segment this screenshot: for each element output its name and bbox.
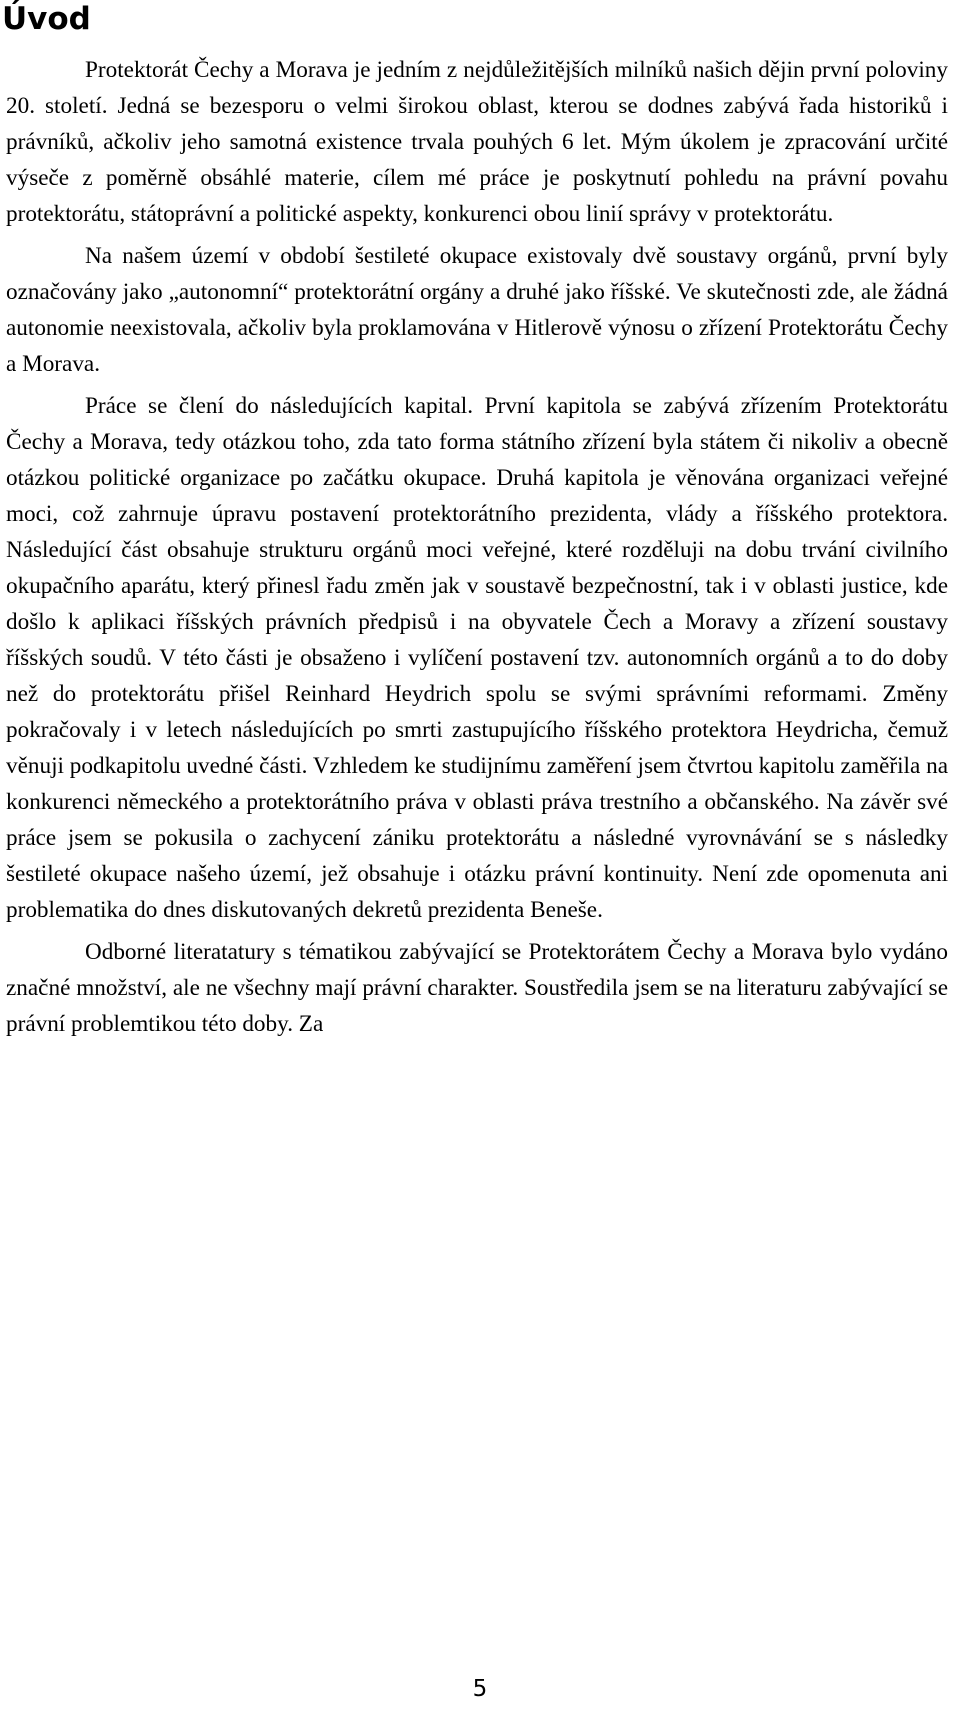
page-number: 5: [472, 1676, 488, 1702]
sentence: Změny pokračovaly i v letech následujících po smrti zastupujícího říšského protektora Heydricha, čemuž věnuji podkapitolu uvedné části.: [6, 681, 948, 779]
paragraph-1: [6, 52, 948, 232]
sentence: Soustředila jsem se na literaturu zabývající se právní problemtikou této doby. Za: [6, 975, 948, 1037]
sentence: První kapitola se zabývá zřízením Protektorátu Čechy a Morava, tedy otázkou toho, zda tato forma státního zřízení byla státem či nikoliv a obecně otázkou politické organizace po začátku okupace.: [6, 393, 949, 491]
sentence: Druhá kapitola je věnována organizaci veřejné moci, což zahrnuje úpravu postavení protektorátního prezidenta, vlády a říšského protektora.: [6, 465, 948, 527]
sentence: Ve skutečnosti zde, ale žádná autonomie neexistovala, ačkoliv byla proklamována v Hitlerově výnosu o zřízení Protektorátu Čechy a Morava.: [6, 279, 948, 377]
sentence: Následující část obsahuje strukturu orgánů moci veřejné, které rozděluji na dobu trvání civilního okupačního aparátu, který přinesl řadu změn jak v soustavě bezpečnostní, tak i v oblasti justice, kde došlo k aplikaci říšských právních předpisů i na obyvatele Čech a Moravy a zřízení soustavy říšských soudů.: [6, 537, 948, 671]
sentence: Jedná se bezesporu o velmi širokou oblast, kterou se dodnes zabývá řada historiků i právníků, ačkoliv jeho samotná existence trvala pouhých 6 let.: [6, 93, 948, 155]
paragraph-2: [6, 238, 948, 382]
sentence: Protektorát Čechy a Morava je jedním z nejdůležitějších milníků našich dějin první poloviny 20. století.: [6, 57, 948, 119]
document-body: [6, 52, 948, 1042]
sentence: Vzhledem ke studijnímu zaměření jsem čtvrtou kapitolu zaměřila na konkurenci německého a protektorátního práva v oblasti práva trestního a občanského.: [6, 753, 949, 815]
sentence: Odborné literatatury s tématikou zabývající se Protektorátem Čechy a Morava bylo vydáno značné množství, ale ne všechny mají právní charakter.: [6, 939, 948, 1001]
paragraph-3: [6, 388, 948, 928]
sentence: Na našem území v období šestileté okupace existovaly dvě soustavy orgánů, první byly označovány jako „autonomní“ protektorátní orgány a druhé jako říšské.: [6, 243, 948, 305]
sentence: V této části je obsaženo i vylíčení postavení tzv. autonomních orgánů a to do doby než do protektorátu přišel Reinhard Heydrich spolu se svými správními reformami.: [6, 645, 948, 707]
sentence: Na závěr své práce jsem se pokusila o zachycení zániku protektorátu a následné vyrovnávání se s následky šestileté okupace našeho území, jež obsahuje i otázku právní kontinuity.: [6, 789, 949, 887]
paragraph-4: [6, 934, 948, 1042]
sentence: Mým úkolem je zpracování určité výseče z poměrně obsáhlé materie, cílem mé práce je poskytnutí pohledu na právní povahu protektorátu, státoprávní a politické aspekty, konkurenci obou linií správy v protektorátu.: [6, 129, 949, 227]
sentence: Práce se člení do následujících kapital.: [85, 393, 474, 419]
sentence: Není zde opomenuta ani problematika do dnes diskutovaných dekretů prezidenta Beneše.: [6, 861, 949, 923]
section-heading: Úvod: [2, 1, 91, 37]
